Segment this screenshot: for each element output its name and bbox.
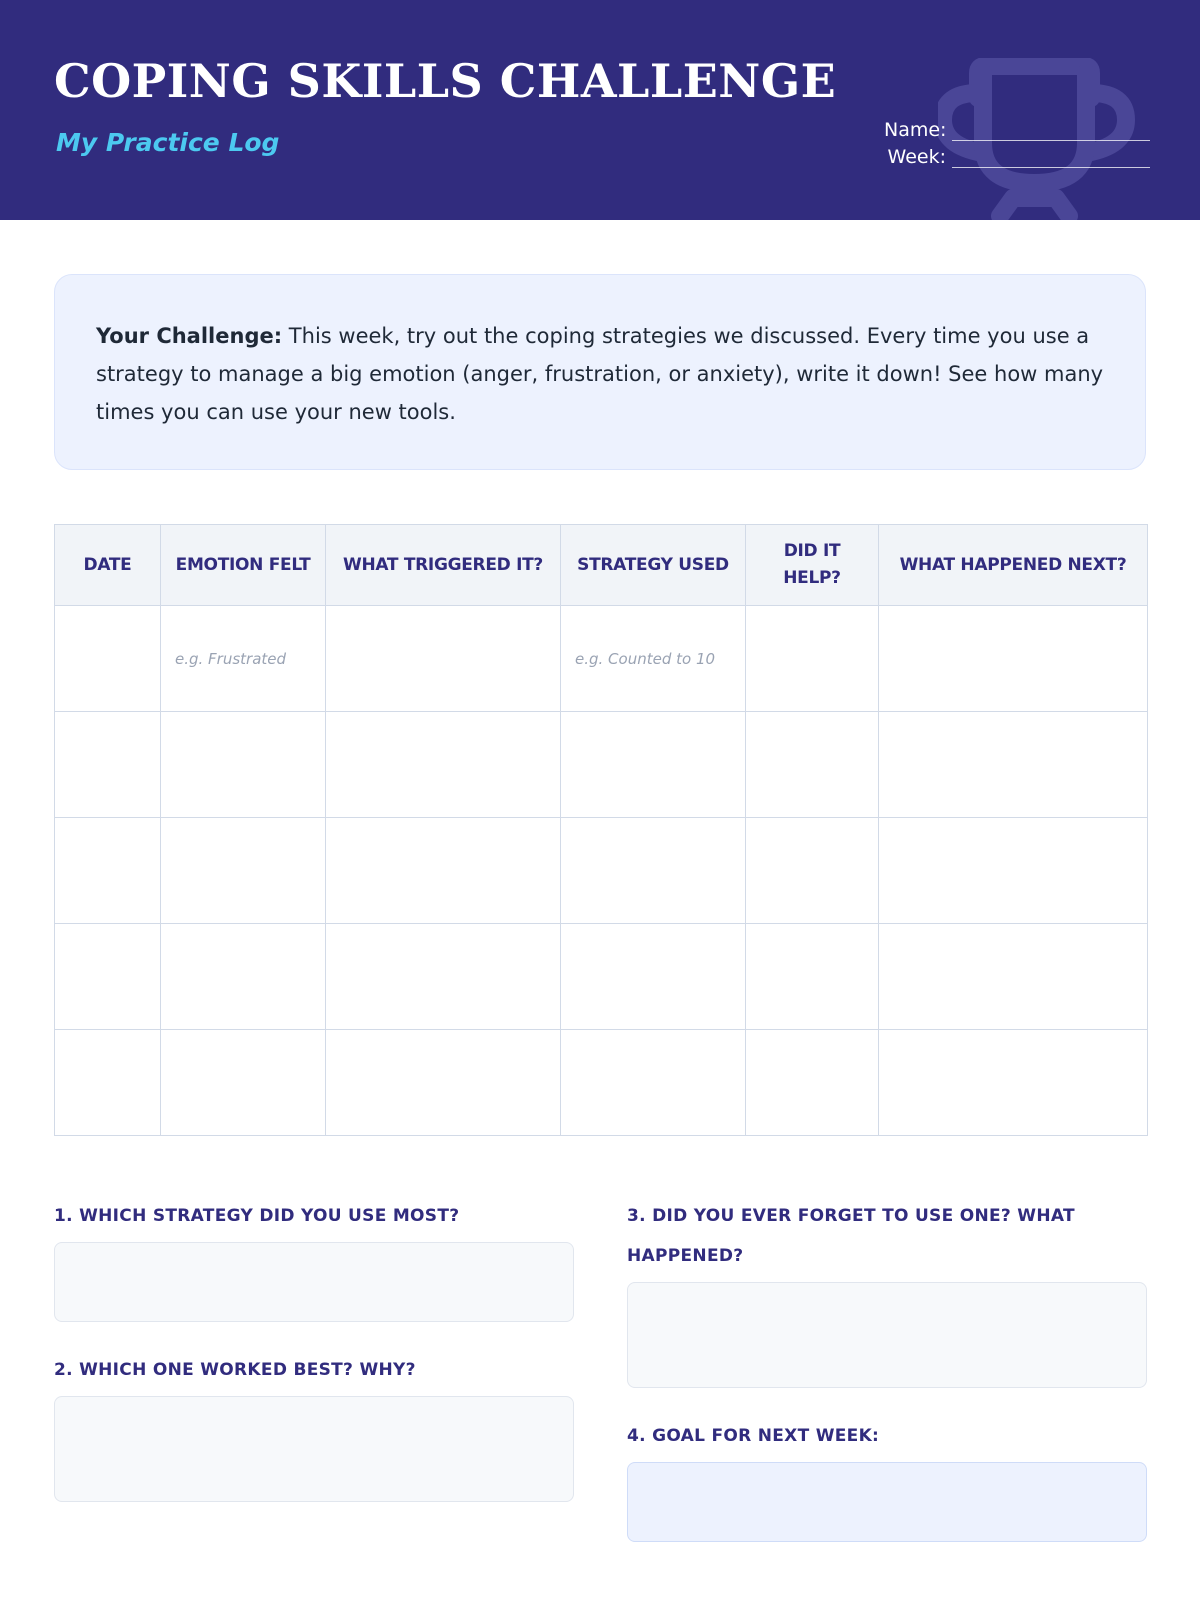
trigger-cell[interactable]	[326, 924, 561, 1030]
strategy-cell[interactable]	[561, 924, 746, 1030]
emotion-cell[interactable]	[161, 818, 326, 924]
table-header-row	[55, 525, 1148, 606]
next-cell[interactable]	[879, 818, 1148, 924]
helped-cell[interactable]	[746, 818, 879, 924]
week-field-row	[884, 141, 1150, 168]
column-header-date: DATE	[55, 525, 161, 606]
page-subtitle: My Practice Log	[56, 128, 280, 157]
date-cell[interactable]	[55, 1030, 161, 1136]
page-title: COPING SKILLS CHALLENGE	[54, 54, 837, 108]
trigger-cell[interactable]	[326, 712, 561, 818]
name-field-row	[884, 114, 1150, 141]
week-field[interactable]	[952, 148, 1150, 168]
column-header-helped: DID IT HELP?	[746, 525, 879, 606]
question-3-label: 3. DID YOU EVER FORGET TO USE ONE? WHAT HAPPENED?	[627, 1206, 1075, 1266]
strategy-cell[interactable]	[561, 818, 746, 924]
next-cell[interactable]	[879, 606, 1148, 712]
table-row	[55, 1030, 1148, 1136]
answer-3-box[interactable]	[627, 1282, 1147, 1388]
helped-cell[interactable]	[746, 606, 879, 712]
date-cell[interactable]	[55, 818, 161, 924]
trigger-cell[interactable]	[326, 1030, 561, 1136]
challenge-box	[54, 274, 1146, 470]
emotion-cell[interactable]	[161, 924, 326, 1030]
trigger-cell[interactable]	[326, 606, 561, 712]
date-cell[interactable]	[55, 712, 161, 818]
name-label: Name:	[884, 119, 947, 141]
emotion-cell[interactable]	[161, 606, 326, 712]
strategy-example: e.g. Counted to 10	[575, 650, 716, 668]
emotion-cell[interactable]	[161, 1030, 326, 1136]
table-row	[55, 606, 1148, 712]
column-header-strategy: STRATEGY USED	[561, 525, 746, 606]
table-row	[55, 924, 1148, 1030]
question-1-label: 1. WHICH STRATEGY DID YOU USE MOST?	[54, 1206, 460, 1226]
column-header-next: WHAT HAPPENED NEXT?	[879, 525, 1148, 606]
strategy-cell[interactable]	[561, 606, 746, 712]
emotion-cell[interactable]	[161, 712, 326, 818]
helped-cell[interactable]	[746, 712, 879, 818]
helped-cell[interactable]	[746, 924, 879, 1030]
next-cell[interactable]	[879, 1030, 1148, 1136]
date-cell[interactable]	[55, 924, 161, 1030]
next-cell[interactable]	[879, 712, 1148, 818]
name-field[interactable]	[952, 121, 1150, 141]
emotion-example: e.g. Frustrated	[175, 650, 287, 668]
column-header-emotion: EMOTION FELT	[161, 525, 326, 606]
answer-2-box[interactable]	[54, 1396, 574, 1502]
column-header-trigger: WHAT TRIGGERED IT?	[326, 525, 561, 606]
goal-answer-box[interactable]	[627, 1462, 1147, 1542]
answer-1-box[interactable]	[54, 1242, 574, 1322]
date-cell[interactable]	[55, 606, 161, 712]
helped-cell[interactable]	[746, 1030, 879, 1136]
question-4-label: 4. GOAL FOR NEXT WEEK:	[627, 1426, 880, 1446]
challenge-text: This week, try out the coping strategies we discussed. Every time you use a strategy to manage a big emotion (anger, frustration, or anxiety), write it down! See how many times you can use your new tools.	[96, 324, 1104, 424]
challenge-lead: Your Challenge:	[96, 324, 283, 348]
strategy-cell[interactable]	[561, 1030, 746, 1136]
header-banner	[0, 0, 1200, 220]
table-row	[55, 712, 1148, 818]
name-week-fields	[884, 114, 1150, 168]
practice-log-table	[54, 524, 1148, 1136]
week-label: Week:	[887, 146, 946, 168]
trigger-cell[interactable]	[326, 818, 561, 924]
table-row	[55, 818, 1148, 924]
question-2-label: 2. WHICH ONE WORKED BEST? WHY?	[54, 1360, 416, 1380]
strategy-cell[interactable]	[561, 712, 746, 818]
next-cell[interactable]	[879, 924, 1148, 1030]
